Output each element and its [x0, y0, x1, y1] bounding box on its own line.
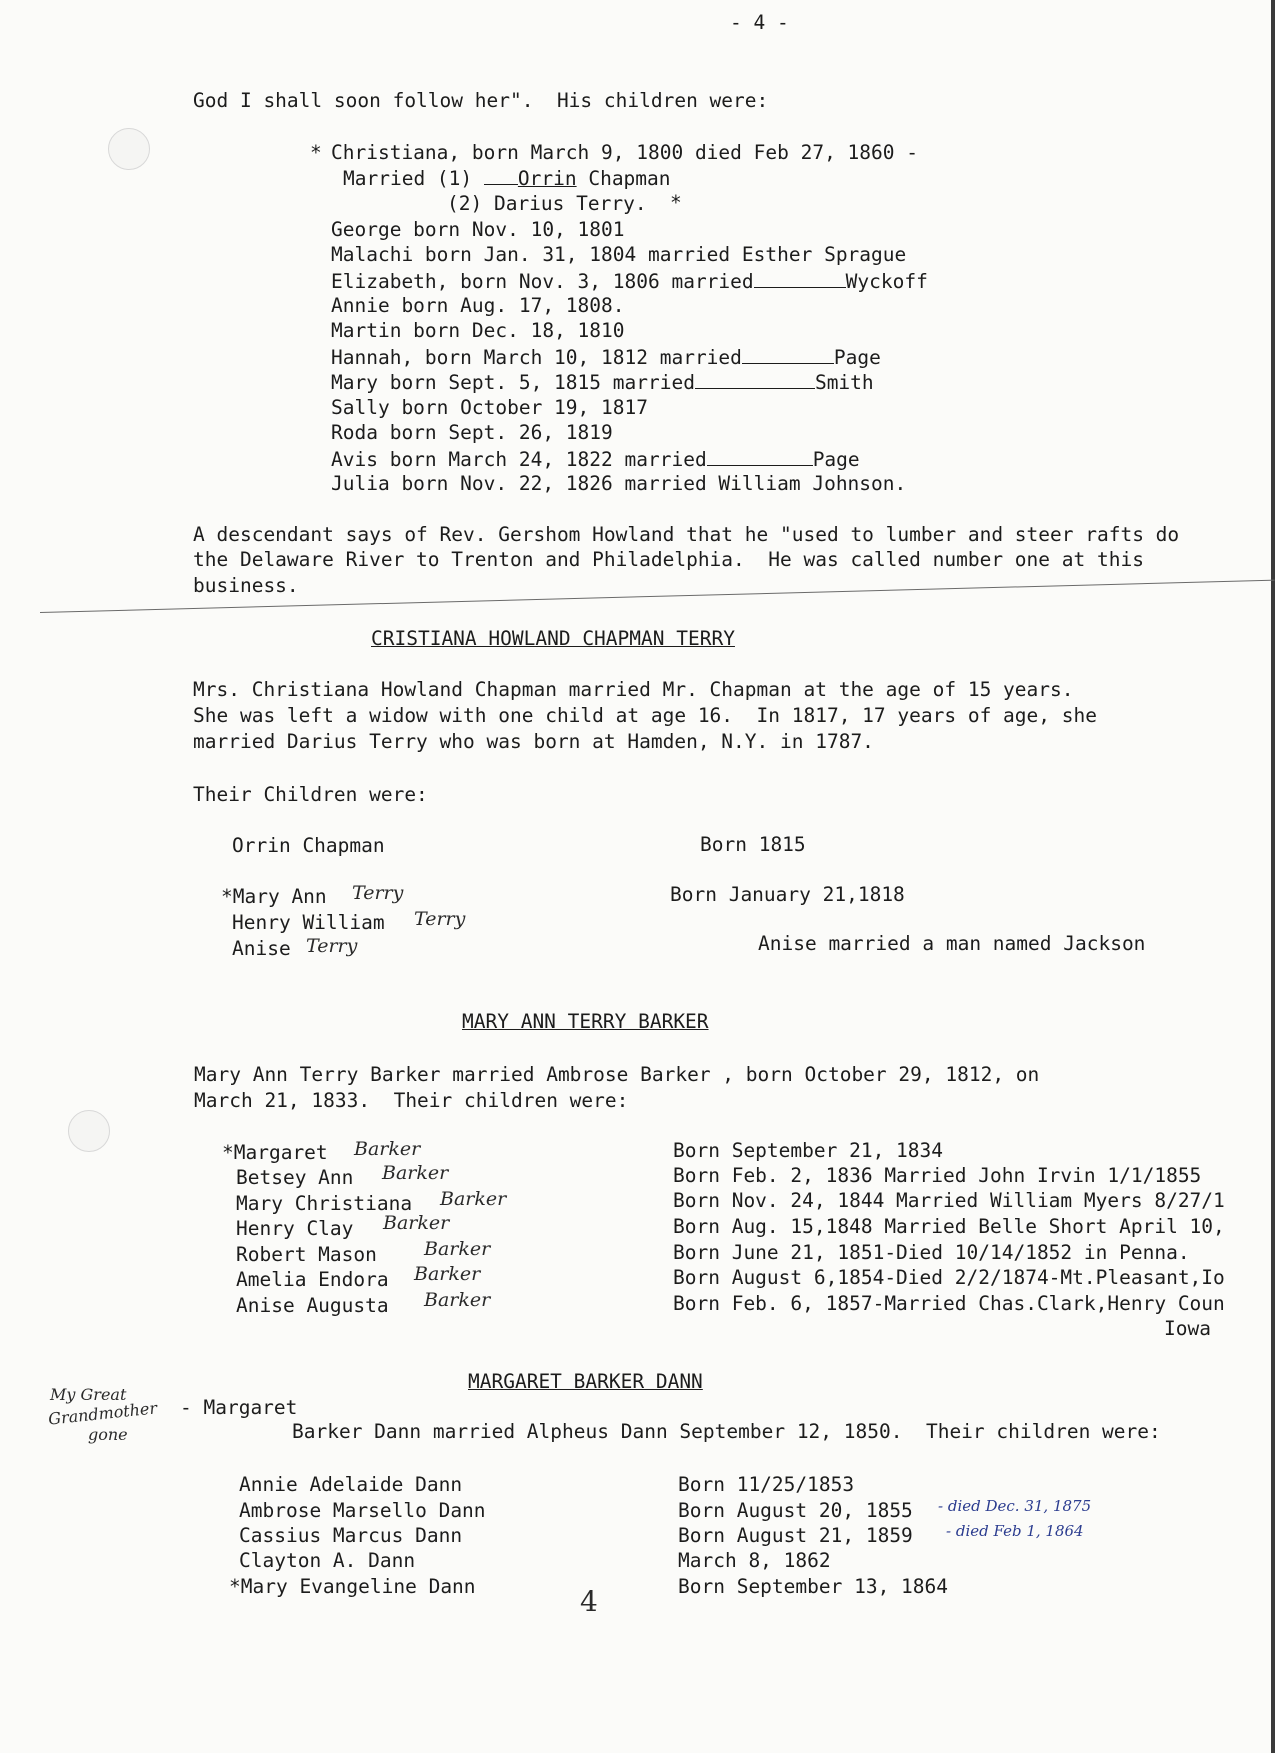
dann-child-born: Born August 21, 1859 — [678, 1524, 913, 1547]
child-mary: Mary born Sept. 5, 1815 married Smith — [331, 371, 874, 394]
mary-ann-para-line-2: March 21, 1833. Their children were: — [194, 1089, 629, 1112]
cristiana-para-line-2: She was left a widow with one child at age 16. In 1817, 17 years of age, she — [193, 704, 1097, 727]
dann-child-born: Born August 20, 1855 — [678, 1499, 913, 1522]
section-heading-mary-ann: MARY ANN TERRY BARKER — [462, 1010, 709, 1033]
asterisk-mark: * — [310, 141, 322, 164]
dann-child-born: March 8, 1862 — [678, 1549, 831, 1572]
child-hannah: Hannah, born March 10, 1812 married Page — [331, 346, 881, 369]
dann-child-name: *Mary Evangeline Dann — [229, 1575, 476, 1598]
handwritten-page-number: 4 — [580, 1585, 598, 1618]
dann-child-born: Born 11/25/1853 — [678, 1473, 855, 1496]
children-label: Their Children were: — [193, 783, 428, 806]
handwritten-margin-note: gone — [88, 1425, 128, 1444]
child-martin: Martin born Dec. 18, 1810 — [331, 319, 625, 342]
christiana-married-2: (2) Darius Terry. — [447, 192, 647, 215]
section-heading-cristiana: CRISTIANA HOWLAND CHAPMAN TERRY — [371, 627, 735, 650]
barker-child-name: Robert Mason — [236, 1243, 377, 1266]
barker-child-name: Betsey Ann — [236, 1166, 354, 1189]
handwritten-surname: Terry — [414, 908, 466, 930]
barker-child-born: Born Feb. 2, 1836 Married John Irvin 1/1/1855 — [673, 1164, 1202, 1187]
page-number: - 4 - — [730, 11, 789, 34]
margaret-married-line: Barker Dann married Alpheus Dann September 12, 1850. Their children were: — [292, 1420, 1161, 1443]
handwritten-death-note: - died Feb 1, 1864 — [946, 1522, 1084, 1540]
handwritten-margin-note: My Great — [50, 1385, 127, 1404]
hole-punch-mark — [68, 1110, 110, 1152]
iowa-continuation: Iowa — [1164, 1317, 1211, 1340]
handwritten-surname: Barker — [440, 1188, 507, 1210]
barker-child-born: Born June 21, 1851-Died 10/14/1852 in Penna. — [673, 1241, 1190, 1264]
child-george: George born Nov. 10, 1801 — [331, 218, 625, 241]
handwritten-surname: Barker — [424, 1289, 491, 1311]
barker-child-name: Henry Clay — [236, 1217, 354, 1240]
terry-child-name: *Mary Ann — [221, 885, 327, 908]
terry-child-name: Anise — [232, 937, 291, 960]
child-roda: Roda born Sept. 26, 1819 — [331, 421, 613, 444]
handwritten-surname: Terry — [352, 882, 404, 904]
barker-child-born: Born Feb. 6, 1857-Married Chas.Clark,Henry Coun — [673, 1292, 1225, 1315]
handwritten-surname: Barker — [414, 1263, 481, 1285]
handwritten-death-note: - died Dec. 31, 1875 — [938, 1497, 1092, 1515]
handwritten-margin-note: Grandmother — [47, 1398, 158, 1429]
handwritten-surname: Barker — [424, 1238, 491, 1260]
barker-child-name: Amelia Endora — [236, 1268, 389, 1291]
barker-child-born: Born August 6,1854-Died 2/2/1874-Mt.Pleasant,Io — [673, 1266, 1225, 1289]
cristiana-para-line-1: Mrs. Christiana Howland Chapman married Mr. Chapman at the age of 15 years. — [193, 678, 1074, 701]
descendant-line-3: business. — [193, 574, 299, 597]
barker-child-born: Born September 21, 1834 — [673, 1139, 944, 1162]
handwritten-surname: Barker — [383, 1212, 450, 1234]
child-sally: Sally born October 19, 1817 — [331, 396, 648, 419]
child-annie: Annie born Aug. 17, 1808. — [331, 294, 625, 317]
intro-line: God I shall soon follow her". His children were: — [193, 89, 769, 112]
dann-child-name: Annie Adelaide Dann — [239, 1473, 463, 1496]
terry-child-born: Born 1815 — [700, 833, 806, 856]
barker-child-name: *Margaret — [222, 1141, 328, 1164]
dann-child-born: Born September 13, 1864 — [678, 1575, 949, 1598]
hole-punch-mark — [108, 128, 150, 170]
page-edge-shadow — [1271, 0, 1275, 1753]
cristiana-para-line-3: married Darius Terry who was born at Hamden, N.Y. in 1787. — [193, 730, 874, 753]
asterisk-mark: * — [670, 191, 682, 214]
child-julia: Julia born Nov. 22, 1826 married William Johnson. — [331, 472, 907, 495]
mary-ann-para-line-1: Mary Ann Terry Barker married Ambrose Barker , born October 29, 1812, on — [194, 1063, 1040, 1086]
dann-child-name: Clayton A. Dann — [239, 1549, 416, 1572]
section-heading-margaret: MARGARET BARKER DANN — [468, 1370, 703, 1393]
handwritten-surname: Barker — [354, 1138, 421, 1160]
terry-child-name: Henry William — [232, 911, 385, 934]
dann-child-name: Cassius Marcus Dann — [239, 1524, 463, 1547]
barker-child-born: Born Aug. 15,1848 Married Belle Short April 10, — [673, 1215, 1225, 1238]
descendant-line-1: A descendant says of Rev. Gershom Howland that he "used to lumber and steer rafts do — [193, 523, 1180, 546]
child-malachi: Malachi born Jan. 31, 1804 married Esther Sprague — [331, 243, 907, 266]
dann-child-name: Ambrose Marsello Dann — [239, 1499, 486, 1522]
margaret-label: - Margaret — [180, 1396, 298, 1419]
handwritten-surname: Terry — [306, 935, 358, 957]
child-elizabeth: Elizabeth, born Nov. 3, 1806 married Wyckoff — [331, 270, 928, 293]
child-christiana: Christiana, born March 9, 1800 died Feb 27, 1860 - — [331, 141, 918, 164]
child-avis: Avis born March 24, 1822 married Page — [331, 448, 860, 471]
terry-child-born: Born January 21,1818 — [670, 883, 905, 906]
terry-child-name: Orrin Chapman — [232, 834, 385, 857]
handwritten-surname: Barker — [382, 1162, 449, 1184]
barker-child-name: Anise Augusta — [236, 1294, 389, 1317]
anise-note: Anise married a man named Jackson — [758, 932, 1146, 955]
descendant-line-2: the Delaware River to Trenton and Philadelphia. He was called number one at this — [193, 548, 1144, 571]
barker-child-born: Born Nov. 24, 1844 Married William Myers 8/27/1 — [673, 1189, 1225, 1212]
christiana-married-1: Married (1) Orrin Chapman — [343, 167, 671, 190]
barker-child-name: Mary Christiana — [236, 1192, 413, 1215]
